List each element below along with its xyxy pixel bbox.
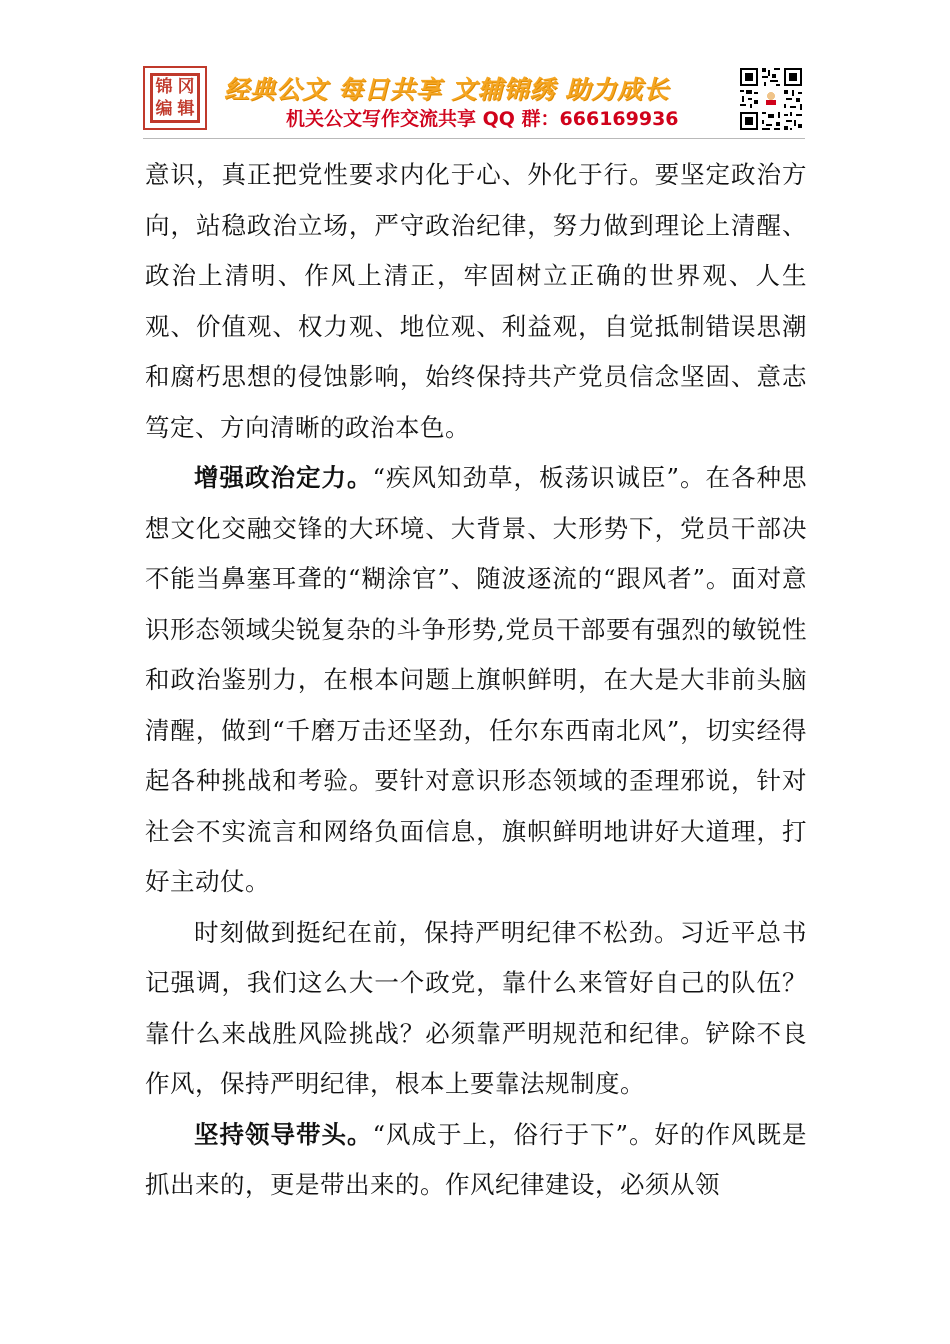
logo-char: 编 bbox=[155, 98, 173, 119]
header-divider bbox=[143, 138, 805, 139]
document-body bbox=[145, 150, 807, 1211]
header-qq-group: 机关公文写作交流共享 QQ 群：666169936 bbox=[286, 108, 679, 130]
paragraph bbox=[145, 453, 807, 908]
paragraph-lead: 坚持领导带头。 bbox=[194, 1119, 373, 1149]
paragraph-text: 意识，真正把党性要求内化于心、外化于行。要坚定政治方向，站稳政治立场，严守政治纪律，努力做到理论上清醒、政治上清明、作风上清正，牢固树立正确的世界观、人生观、价值观、权力观、地位观、利益观，自觉抵制错误思潮和腐朽思想的侵蚀影响，始终保持共产党员信念坚固、意志笃定、方向清晰的政治本色。 bbox=[145, 160, 807, 442]
qr-code-icon bbox=[738, 66, 804, 132]
paragraph-text: 时刻做到挺纪在前，保持严明纪律不松劲。习近平总书记强调，我们这么大一个政党，靠什么来管好自己的队伍？靠什么来战胜风险挑战？必须靠严明规范和纪律。铲除不良作风，保持严明纪律，根本上要靠法规制度。 bbox=[145, 917, 807, 1098]
paragraph bbox=[145, 1110, 807, 1211]
paragraph-text: “疾风知劲草，板荡识诚臣”。在各种思想文化交融交锋的大环境、大背景、大形势下，党员干部决不能当鼻塞耳聋的“糊涂官”、随波逐流的“跟风者”。面对意识形态领域尖锐复杂的斗争形势,党员干部要有强烈的敏锐性和政治鉴别力，在根本问题上旗帜鲜明，在大是大非前头脑清醒，做到“千磨万击还坚劲，任尔东西南北风”，切实经得起各种挑战和考验。要针对意识形态领域的歪理邪说，针对社会不实流言和网络负面信息，旗帜鲜明地讲好大道理，打好主动仗。 bbox=[145, 463, 807, 896]
logo-seal bbox=[143, 66, 207, 130]
header-slogan: 经典公文 每日共享 文辅锦绣 助力成长 bbox=[224, 75, 670, 104]
paragraph-lead: 增强政治定力。 bbox=[194, 463, 373, 492]
page-header bbox=[0, 0, 950, 140]
paragraph bbox=[145, 908, 807, 1110]
logo-char: 辑 bbox=[177, 98, 195, 119]
paragraph bbox=[145, 150, 807, 453]
paragraph-text: “风成于上，俗行于下”。好的作风既是抓出来的，更是带出来的。作风纪律建设，必须从领 bbox=[145, 1119, 807, 1199]
logo-char: 锦 bbox=[155, 76, 173, 97]
logo-char: 冈 bbox=[177, 76, 195, 97]
